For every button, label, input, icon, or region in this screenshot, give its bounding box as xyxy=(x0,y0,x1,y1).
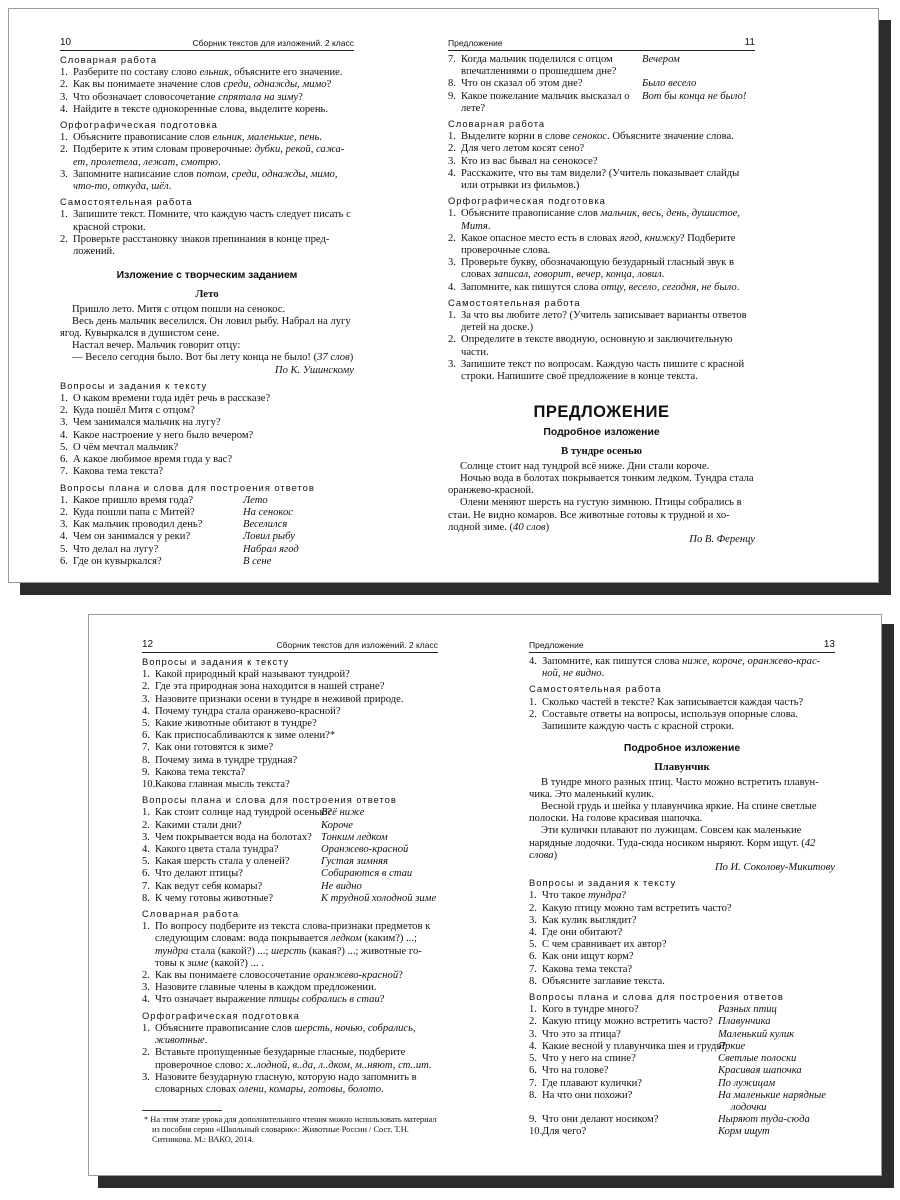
list-item: 6. А какое любимое время года у вас? xyxy=(60,454,233,466)
author: По В. Ференцу xyxy=(689,533,755,545)
list-item: 5. Что делал на лугу? Набрал ягод xyxy=(60,543,299,555)
list-item: 7. Какова тема текста? xyxy=(529,963,633,975)
section-heading: Вопросы плана и слова для построения ответов xyxy=(60,481,315,493)
list-item: 1. Объясните правописание слов шерсть, ночью, собрались, животные. xyxy=(142,1022,416,1047)
section-heading: Вопросы и задания к тексту xyxy=(529,877,677,889)
page-13 xyxy=(529,638,835,1139)
page-header xyxy=(448,36,755,51)
word-count: 42 слова xyxy=(529,837,816,861)
list-item: 10.Для чего? Корм ищут xyxy=(529,1126,770,1138)
running-title: Сборник текстов для изложений. 2 класс xyxy=(192,37,354,48)
text-title: Плавунчик xyxy=(654,761,710,774)
section-heading: Словарная работа xyxy=(142,908,240,920)
story-text xyxy=(448,461,755,546)
list-item: 6. Как они ищут корм? xyxy=(529,951,634,963)
list-item: 3. Как мальчик проводил день? Веселился xyxy=(60,519,288,531)
running-title: Сборник текстов для изложений. 2 класс xyxy=(276,639,438,650)
list-item: 1. Объясните правописание слов ельник, маленькие, пень. xyxy=(60,132,322,144)
questions-list xyxy=(529,890,835,988)
text-title: В тундре осенью xyxy=(561,445,642,458)
list-item: 2. Куда пошли папа с Митей? На сенокос xyxy=(60,506,293,518)
paragraph: Весь день мальчик веселился. Он ловил рыбу. Набрал на лугу ягод. Кувыркался в душистом сене. xyxy=(60,315,351,340)
paragraph: Весной грудь и шейка у плавунчика яркие. На спине светлые полоски. На голове красивая шапочка. xyxy=(529,801,817,825)
list-item: 3. Назовите признаки осени в тундре в неживой природе. xyxy=(142,693,404,705)
spelling-list xyxy=(448,208,755,293)
list-item: 3. Запомните написание слов потом, среди, однажды, мимо, что-то, откуда, шёл. xyxy=(60,168,338,193)
list-item: 5. С чем сравнивает их автор? xyxy=(529,939,667,951)
page-11 xyxy=(448,36,755,546)
paragraph: Эти кулички плавают по лужицам. Совсем как маленькие нарядные лодочки. Туда-сюда носиком ныряют. Корм ищут. (42 слова) xyxy=(529,825,816,861)
list-item: 2. Какую птицу можно там встретить часто? xyxy=(529,902,732,914)
list-item: 2. Какую птицу можно встретить часто? Плавунчика xyxy=(529,1016,771,1028)
page-10 xyxy=(60,36,354,568)
paragraph: Пришло лето. Митя с отцом пошли на сенокос. xyxy=(72,303,286,315)
footnote: * На этом этапе урока для дополнительного чтения можно использовать материал из пособия серии «Школьный словарик»: Животные России / Сост. Т.Н. Ситникова. М.: ВАКО, 2014. xyxy=(144,1115,437,1145)
list-item: 1. Разберите по составу слово ельник, объясните его значение. xyxy=(60,67,343,79)
word-count: 37 слов xyxy=(317,352,350,364)
story-text xyxy=(529,777,835,875)
page-number: 11 xyxy=(744,36,755,48)
list-item: 9. Что они делают носиком? Ныряют туда-сюда xyxy=(529,1114,810,1126)
text-title: Лето xyxy=(195,288,219,301)
list-item: 7. Как они готовятся к зиме? xyxy=(142,742,274,754)
list-item: 4. Запомните, как пишутся слова ниже, короче, оранжево-красной, не видно. xyxy=(529,656,821,680)
independent-work-list xyxy=(448,310,755,383)
page-number: 13 xyxy=(823,638,835,650)
page-number: 10 xyxy=(60,36,72,48)
word-count: 40 слов xyxy=(513,521,546,533)
list-item: 8. Почему зима в тундре трудная? xyxy=(142,754,298,766)
list-item: 2. Как вы понимаете словосочетание оранжево-красной? xyxy=(142,970,403,982)
section-heading: Орфографическая подготовка xyxy=(142,1009,300,1021)
spelling-list xyxy=(142,1023,438,1096)
list-item: 7. Как ведут себя комары? Не видно xyxy=(142,880,362,892)
story-text xyxy=(60,304,354,377)
list-item: 2. Определите в тексте вводную, основную и заключительную части. xyxy=(448,334,733,358)
list-item: 1. Какое пришло время года? Лето xyxy=(60,494,268,506)
list-item: 2. Какими стали дни? Короче xyxy=(142,819,354,831)
list-item: 1. За что вы любите лето? (Учитель записывает варианты ответов детей на доске.) xyxy=(448,310,747,334)
running-title: Предложение xyxy=(529,639,584,650)
spelling-list xyxy=(60,132,354,193)
list-item: 5. Какие животные обитают в тундре? xyxy=(142,718,317,730)
plan-list xyxy=(142,807,438,905)
list-item: 3. Что это за птица? Маленький кулик xyxy=(529,1028,795,1040)
paragraph: Ночью вода в болотах покрывается тонким ледком. Тундра стала оранжево-красной. xyxy=(448,472,754,497)
page-header xyxy=(529,638,835,653)
list-item: 1. Как стоит солнце над тундрой осенью? Всё ниже xyxy=(142,807,365,819)
list-item: 9. Какова тема текста? xyxy=(142,766,246,778)
list-item: 1. Выделите корни в слове сенокос. Объясните значение слова. xyxy=(448,131,734,143)
list-item: 1. Что такое тундра? xyxy=(529,890,627,902)
list-item: 2. Вставьте пропущенные безударные гласные, подберите проверочное слово: х..лодной, в..да, л..дком, м..няют, ст..ит. xyxy=(142,1047,432,1071)
paragraph: Олени меняют шерсть на густую зимнюю. Птицы собрались в стаи. Не видно комаров. Все животные готовы к трудной и холодной зиме. (40 слов) xyxy=(448,497,742,533)
paragraph: В тундре много разных птиц. Часто можно встретить плавунчика. Это маленький кулик. xyxy=(529,776,819,800)
list-item: 5. О чём мечтал мальчик? xyxy=(60,441,179,453)
section-heading: Орфографическая подготовка xyxy=(60,119,218,131)
list-item: 3. Проверьте букву, обозначающую безударный гласный звук в словах записал, говорит, вечер, конца, ловил. xyxy=(448,257,734,281)
list-item: 1. Запишите текст. Помните, что каждую часть следует писать с красной строки. xyxy=(60,209,351,233)
list-item: 3. Запишите текст по вопросам. Каждую часть пишите с красной строки. Напишите своё предложение в конце текста. xyxy=(448,358,745,383)
paragraph: Настал вечер. Мальчик говорит отцу: xyxy=(72,340,241,352)
list-item: 1. О каком времени года идёт речь в рассказе? xyxy=(60,393,271,405)
list-item: 7. Где плавают кулички? По лужицам xyxy=(529,1077,776,1089)
task-heading: Подробное изложение xyxy=(543,427,660,439)
list-item: 3. Назовите безударную гласную, которую надо запомнить в словарных словах олени, комары, готовы, болото. xyxy=(142,1071,417,1095)
list-item: 1. По вопросу подберите из текста слова-признаки предметов к следующим словам: вода покрывается ледком (каким?) ...; тундра стала (какой?) ...; шерсть (какая?) ...; животные готовы к зиме (какой?) ... . xyxy=(142,921,431,969)
list-item: 1. Какой природный край называют тундрой? xyxy=(142,669,350,681)
list-item: 3. Как кулик выглядит? xyxy=(529,914,637,926)
list-item: 3. Назовите главные члены в каждом предложении. xyxy=(142,982,377,994)
paragraph: Солнце стоит над тундрой всё ниже. Дни стали короче. xyxy=(460,460,710,472)
vocab-list xyxy=(60,67,354,116)
page-header xyxy=(142,638,438,653)
list-item: 2. Где эта природная зона находится в нашей стране? xyxy=(142,681,385,693)
list-item: 10.Какова главная мысль текста? xyxy=(142,779,290,791)
task-heading: Подробное изложение xyxy=(623,743,741,755)
list-item: 3. Чем покрывается вода на болотах? Тонким ледком xyxy=(142,831,388,843)
author: По К. Ушинскому xyxy=(274,364,354,376)
paragraph: — Весело сегодня было. Вот бы лету конца не было! (37 слов) xyxy=(72,352,354,364)
plan-list xyxy=(60,495,354,568)
section-heading: Вопросы плана и слова для построения ответов xyxy=(529,991,784,1003)
independent-work-list xyxy=(529,697,835,734)
chapter-title: ПРЕДЛОЖЕНИЕ xyxy=(533,403,670,422)
list-item: 8. Объясните заглавие текста. xyxy=(529,975,665,987)
plan-list xyxy=(529,1004,835,1138)
section-heading: Вопросы и задания к тексту xyxy=(142,656,290,667)
list-item: 1. Объясните правописание слов мальчик, весь, день, душистое, Митя. xyxy=(448,208,741,232)
section-heading: Самостоятельная работа xyxy=(448,296,581,308)
list-item: 3. Чем занимался мальчик на лугу? xyxy=(60,417,221,429)
list-item: 2. Какое опасное место есть в словах ягод, книжку? Подберите проверочные слова. xyxy=(448,232,736,257)
questions-list xyxy=(60,393,354,478)
page-header xyxy=(60,36,354,51)
list-item: 4. Что означает выражение птицы собрались в стаи? xyxy=(142,994,385,1006)
list-item: 4. Где они обитают? xyxy=(529,927,623,939)
list-item: 8. Что он сказал об этом дне? Было весело xyxy=(448,78,697,90)
list-item: 7. Какова тема текста? xyxy=(60,466,164,478)
list-item: 5. Какая шерсть стала у оленей? Густая зимняя xyxy=(142,856,388,868)
list-item: 2. Подберите к этим словам проверочные: дубки, рекой, сажает, пролетела, лежат, смотрю. xyxy=(60,144,345,168)
list-item: 3. Что обозначает словосочетание спрятала на зиму? xyxy=(60,91,303,103)
running-title: Предложение xyxy=(448,37,503,48)
list-item: 4. Какие весной у плавунчика шея и грудь? Яркие xyxy=(529,1040,746,1052)
list-item: 4. Запомните, как пишутся слова отцу, весело, сегодня, не было. xyxy=(448,281,740,293)
section-heading: Самостоятельная работа xyxy=(529,683,662,695)
independent-work-list xyxy=(60,209,354,258)
list-item: 4. Найдите в тексте однокоренные слова, выделите корень. xyxy=(60,103,329,115)
list-item: 4. Почему тундра стала оранжево-красной? xyxy=(142,705,341,717)
section-heading: Вопросы и задания к тексту xyxy=(60,379,208,391)
list-item: 2. Для чего летом косят сено? xyxy=(448,143,585,155)
list-item: 5. Что у него на спине? Светлые полоски xyxy=(529,1053,797,1065)
plan-list-continued xyxy=(448,54,755,115)
page-number: 12 xyxy=(142,638,154,650)
list-item: 3. Кто из вас бывал на сенокосе? xyxy=(448,155,598,167)
footnote-rule xyxy=(142,1110,222,1111)
section-heading: Словарная работа xyxy=(448,118,546,130)
author: По И. Соколову-Микитову xyxy=(714,862,835,874)
section-heading: Словарная работа xyxy=(60,54,158,65)
list-item: 4. Какое настроение у него было вечером? xyxy=(60,429,254,441)
section-heading: Вопросы плана и слова для построения ответов xyxy=(142,794,397,806)
page-12 xyxy=(142,638,438,1145)
list-item: 9. Какое пожелание мальчик высказал о лете? Вот бы конца не было! xyxy=(448,90,747,114)
task-heading: Изложение с творческим заданием xyxy=(116,270,298,282)
list-item: 7. Когда мальчик поделился с отцом впечатлениями о прошедшем дне? Вечером xyxy=(448,54,680,78)
list-item: 8. К чему готовы животные? К трудной холодной зиме xyxy=(142,892,437,904)
list-item: 1. Сколько частей в тексте? Как записывается каждая часть? xyxy=(529,696,804,708)
section-heading: Самостоятельная работа xyxy=(60,196,193,208)
vocab-list xyxy=(448,131,755,192)
list-item: 2. Проверьте расстановку знаков препинания в конце предложений. xyxy=(60,233,330,258)
list-item: 2. Составьте ответы на вопросы, используя опорные слова. Запишите каждую часть с красной строки. xyxy=(529,708,798,733)
list-item: 1. Кого в тундре много? Разных птиц xyxy=(529,1004,777,1016)
list-item: 6. Что делают птицы? Собираются в стаи xyxy=(142,868,413,880)
questions-list xyxy=(142,669,438,791)
list-item: 8. На что они похожи? На маленькие нарядные лодочки xyxy=(529,1089,827,1113)
vocab-list xyxy=(142,921,438,1006)
list-item: 4. Расскажите, что вы там видели? (Учитель показывает слайды или отрывки из фильмов.) xyxy=(448,167,740,192)
section-heading: Орфографическая подготовка xyxy=(448,195,606,207)
list-item: 6. Как приспосабливаются к зиме олени?* xyxy=(142,730,336,742)
list-item: 4. Какого цвета стала тундра? Оранжево-красной xyxy=(142,844,409,856)
list-item: 4. Чем он занимался у реки? Ловил рыбу xyxy=(60,531,295,543)
list-item: 6. Где он кувыркался? В сене xyxy=(60,555,272,567)
list-item: 2. Как вы понимаете значение слов среди, однажды, мимо? xyxy=(60,79,332,91)
list-item: 2. Куда пошёл Митя с отцом? xyxy=(60,405,195,417)
list-item: 6. Что на голове? Красивая шапочка xyxy=(529,1065,802,1077)
